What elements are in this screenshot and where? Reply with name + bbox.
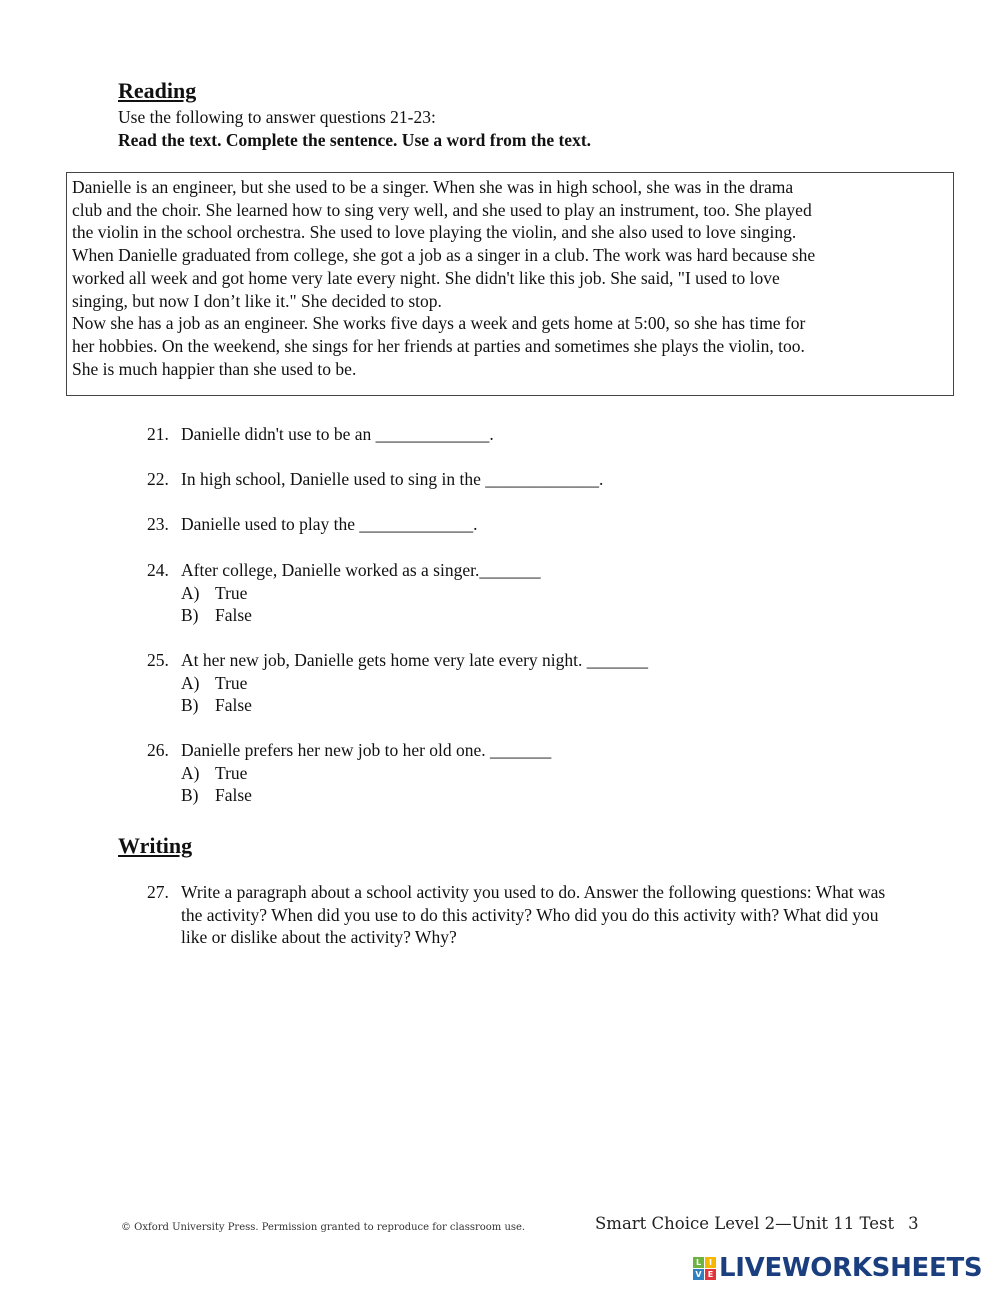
option-b[interactable] — [147, 694, 648, 717]
option-letter: B) — [181, 605, 199, 625]
option-letter: A) — [181, 582, 200, 603]
option-b[interactable] — [147, 604, 541, 627]
logo-tile-e: E — [705, 1269, 716, 1280]
test-name: Smart Choice Level 2—Unit 11 Test — [595, 1214, 895, 1233]
passage-line: club and the choir. She learned how to sing very well, and she used to play an instrument, too. She played — [72, 199, 812, 220]
option-label: False — [215, 605, 252, 625]
option-label: True — [215, 672, 248, 693]
question-number: 26. — [147, 740, 169, 760]
option-a[interactable] — [147, 762, 551, 785]
question-number: 27. — [147, 882, 169, 902]
question-number: 21. — [147, 424, 169, 444]
passage-line: singing, but now I don’t like it." She decided to stop. — [72, 290, 442, 311]
instruction-text: Use the following to answer questions 21-23: — [118, 107, 436, 127]
question-text: Danielle didn't use to be an _____________. — [181, 424, 494, 444]
question-text: After college, Danielle worked as a singer._______ — [181, 560, 541, 580]
question-22 — [147, 468, 603, 491]
question-24 — [147, 559, 541, 627]
passage-line: She is much happier than she used to be. — [72, 358, 357, 379]
question-26 — [147, 739, 551, 807]
option-a[interactable] — [147, 582, 541, 605]
option-letter: A) — [181, 672, 200, 693]
option-label: True — [215, 582, 248, 603]
question-text: Danielle prefers her new job to her old one. _______ — [181, 740, 552, 760]
question-text: Write a paragraph about a school activity you used to do. Answer the following questions: What was the activity? When did you use to do this activity? Who did you do this activity with? What did you like or dislike about the activity? Why? — [181, 882, 886, 947]
liveworksheets-logo[interactable] — [693, 1253, 982, 1283]
logo-tile-v: V — [693, 1269, 704, 1280]
option-letter: A) — [181, 762, 200, 783]
option-letter: B) — [181, 785, 199, 805]
question-number: 24. — [147, 560, 169, 580]
reading-passage — [66, 172, 954, 396]
passage-line: worked all week and got home very late every night. She didn't like this job. She said, "I used to love — [72, 267, 780, 288]
question-text: In high school, Danielle used to sing in the _____________. — [181, 469, 604, 489]
question-25 — [147, 649, 648, 717]
question-number: 25. — [147, 650, 169, 670]
passage-line: When Danielle graduated from college, she got a job as a singer in a club. The work was hard because she — [72, 245, 816, 266]
option-b[interactable] — [147, 784, 551, 807]
reading-heading: Reading — [118, 78, 197, 103]
option-label: False — [215, 695, 252, 715]
test-footer — [595, 1214, 919, 1233]
question-text: At her new job, Danielle gets home very late every night. _______ — [181, 650, 649, 670]
question-27 — [147, 881, 887, 949]
question-number: 23. — [147, 514, 169, 534]
copyright-notice: © Oxford University Press. Permission granted to reproduce for classroom use. — [121, 1222, 526, 1233]
option-label: False — [215, 785, 252, 805]
question-21 — [147, 423, 494, 446]
passage-line: Now she has a job as an engineer. She works five days a week and gets home at 5:00, so she has time for — [72, 313, 806, 334]
directive-text: Read the text. Complete the sentence. Use a word from the text. — [118, 130, 592, 150]
question-number: 22. — [147, 469, 169, 489]
passage-line: the violin in the school orchestra. She used to love playing the violin, and she also used to love singing. — [72, 222, 797, 243]
question-23 — [147, 513, 477, 536]
option-a[interactable] — [147, 672, 648, 695]
page-number: 3 — [908, 1214, 919, 1233]
reading-instructions — [118, 106, 591, 152]
logo-tile-l: L — [693, 1257, 704, 1268]
question-text: Danielle used to play the _____________. — [181, 514, 478, 534]
passage-line: Danielle is an engineer, but she used to be a singer. When she was in high school, she was in the drama — [72, 177, 794, 197]
option-letter: B) — [181, 695, 199, 715]
passage-line: her hobbies. On the weekend, she sings for her friends at parties and sometimes she plays the violin, too. — [72, 335, 805, 356]
option-label: True — [215, 762, 248, 783]
logo-text: LIVEWORKSHEETS — [719, 1253, 983, 1283]
logo-icon — [693, 1257, 716, 1280]
logo-tile-i: I — [705, 1257, 716, 1268]
writing-heading: Writing — [118, 833, 193, 858]
